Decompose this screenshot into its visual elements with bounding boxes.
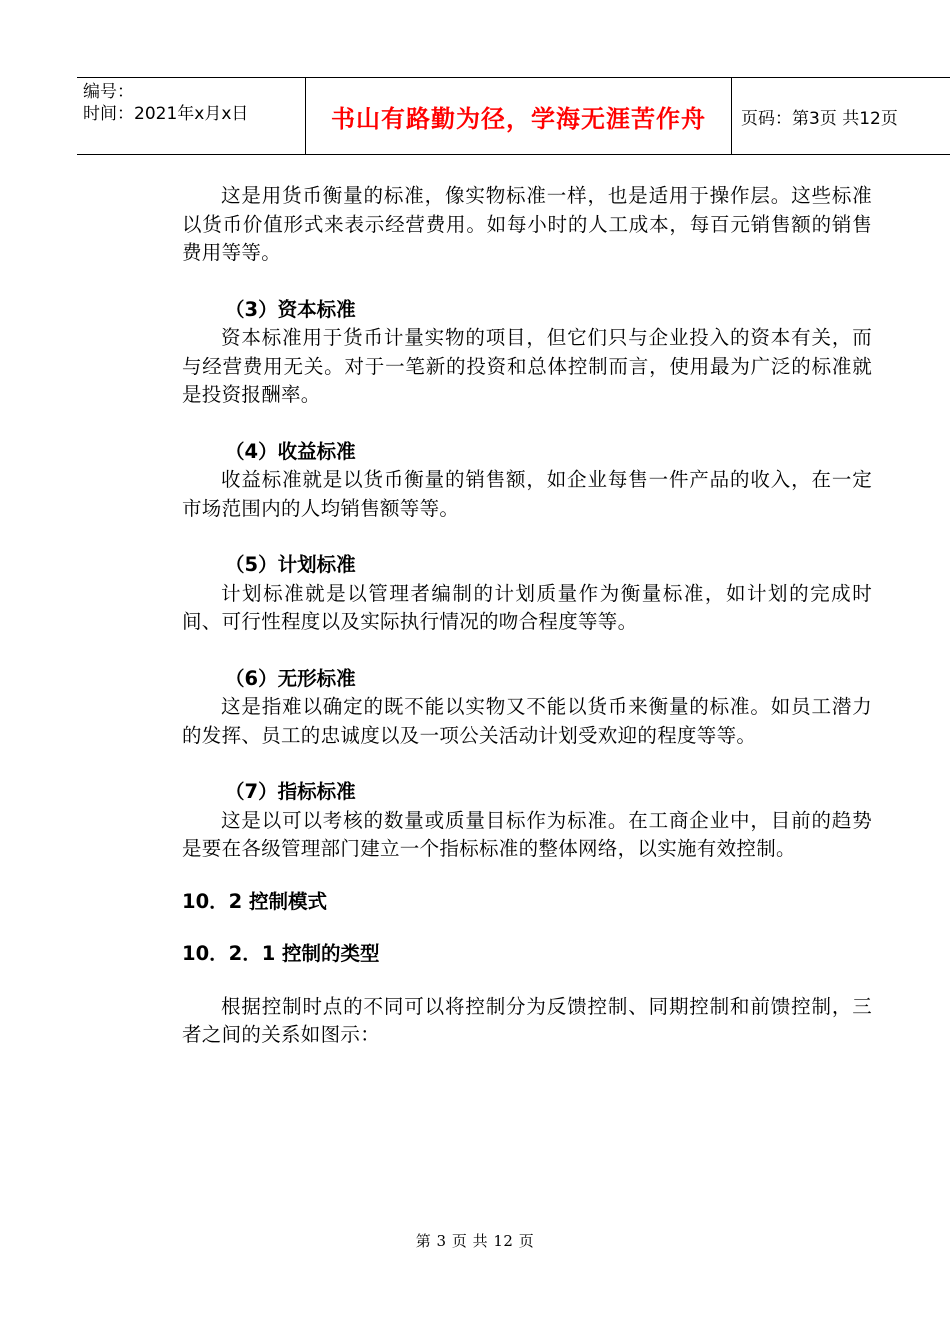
- header-meta: [77, 78, 306, 154]
- page-header: [77, 77, 950, 155]
- paragraph-capital-standard: 资本标准用于货币计量实物的项目，但它们只与企业投入的资本有关，而与经营费用无关。对于一笔新的投资和总体控制而言，使用最为广泛的标准就是投资报酬率。: [182, 326, 872, 406]
- subheading-plan-standard: （5）计划标准: [225, 553, 356, 576]
- document-time-label: 时间：2021年x月x日: [83, 104, 249, 124]
- paragraph-indicator-standard: 这是以可以考核的数量或质量目标作为标准。在工商企业中，目前的趋势是要在各级管理部门建立一个指标标准的整体网络，以实施有效控制。: [182, 808, 872, 860]
- document-number-label: 编号：: [83, 82, 134, 102]
- subheading-revenue-standard: （4）收益标准: [225, 439, 356, 463]
- document-body: [182, 182, 872, 1050]
- paragraph-intro: 这是用货币衡量的标准，像实物标准一样，也是适用于操作层。这些标准以货币价值形式来表示经营费用。如每小时的人工成本，每百元销售额的销售费用等等。: [182, 184, 872, 264]
- section-heading-control-modes: 10．2 控制模式: [182, 889, 327, 913]
- subheading-capital-standard: （3）资本标准: [225, 297, 356, 321]
- subheading-intangible-standard: （6）无形标准: [225, 666, 356, 690]
- header-motto: 书山有路勤为径，学海无涯苦作舟: [306, 78, 732, 154]
- header-page-info: 页码：第3页 共12页: [741, 108, 898, 129]
- paragraph-intangible-standard: 这是指难以确定的既不能以实物又不能以货币来衡量的标准。如员工潜力的发挥、员工的忠诚度以及一项公关活动计划受欢迎的程度等等。: [182, 695, 872, 747]
- paragraph-control-types: 根据控制时点的不同可以将控制分为反馈控制、同期控制和前馈控制，三者之间的关系如图示：: [182, 994, 872, 1046]
- section-heading-control-types: 10．2．1 控制的类型: [182, 942, 380, 965]
- page-footer: 第 3 页 共 12 页: [415, 1232, 535, 1250]
- paragraph-revenue-standard: 收益标准就是以货币衡量的销售额，如企业每售一件产品的收入，在一定市场范围内的人均销售额等等。: [182, 468, 872, 520]
- paragraph-plan-standard: 计划标准就是以管理者编制的计划质量作为衡量标准，如计划的完成时间、可行性程度以及实际执行情况的吻合程度等等。: [182, 581, 872, 633]
- subheading-indicator-standard: （7）指标标准: [225, 780, 356, 803]
